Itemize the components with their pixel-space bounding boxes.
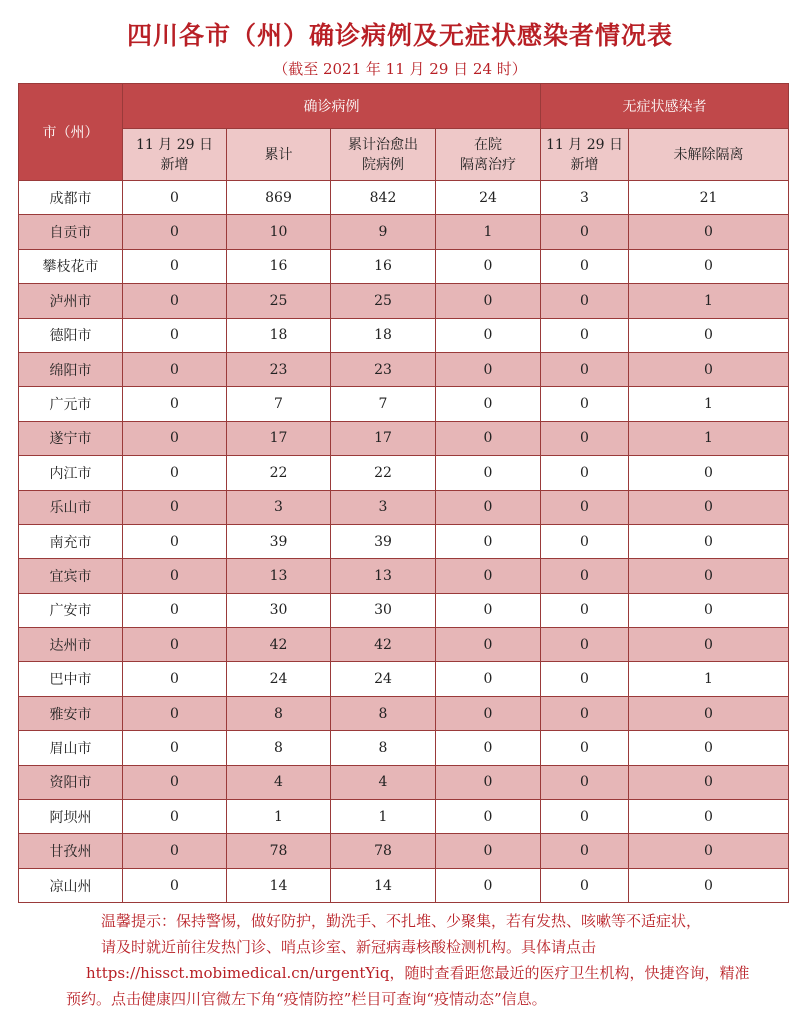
value-cell: 4: [227, 765, 331, 799]
sub-header-line: 累计: [264, 146, 293, 163]
value-cell: 0: [541, 352, 629, 386]
value-cell: 0: [123, 662, 227, 696]
value-cell: 0: [541, 593, 629, 627]
value-cell: 0: [541, 387, 629, 421]
sub-header-cell: [541, 129, 629, 181]
value-cell: 0: [436, 765, 541, 799]
value-cell: 1: [436, 215, 541, 249]
table-row: [19, 352, 789, 386]
value-cell: 1: [331, 800, 436, 834]
table-row: [19, 318, 789, 352]
value-cell: 1: [629, 284, 789, 318]
value-cell: 39: [227, 524, 331, 558]
value-cell: 0: [436, 387, 541, 421]
table-row: [19, 215, 789, 249]
value-cell: 16: [227, 249, 331, 283]
value-cell: 8: [331, 696, 436, 730]
value-cell: 0: [436, 421, 541, 455]
value-cell: 42: [227, 628, 331, 662]
sub-header-line: 未解除隔离: [673, 146, 744, 163]
value-cell: 0: [629, 352, 789, 386]
value-cell: 0: [541, 834, 629, 868]
value-cell: 0: [123, 181, 227, 215]
city-name-cell: 遂宁市: [19, 421, 123, 455]
value-cell: 17: [331, 421, 436, 455]
value-cell: 30: [331, 593, 436, 627]
sub-header-line: 隔离治疗: [460, 156, 516, 173]
value-cell: 24: [436, 181, 541, 215]
value-cell: 18: [331, 318, 436, 352]
city-name-cell: 德阳市: [19, 318, 123, 352]
city-name-cell: 阿坝州: [19, 800, 123, 834]
table-row: [19, 731, 789, 765]
value-cell: 0: [629, 868, 789, 902]
value-cell: 0: [123, 559, 227, 593]
value-cell: 0: [629, 696, 789, 730]
city-name-cell: 攀枝花市: [19, 249, 123, 283]
value-cell: 0: [629, 800, 789, 834]
cases-table: [18, 83, 789, 903]
value-cell: 0: [123, 456, 227, 490]
value-cell: 1: [227, 800, 331, 834]
value-cell: 78: [227, 834, 331, 868]
value-cell: 39: [331, 524, 436, 558]
value-cell: 0: [123, 490, 227, 524]
value-cell: 0: [541, 490, 629, 524]
value-cell: 0: [123, 696, 227, 730]
value-cell: 8: [331, 731, 436, 765]
sub-header-line: 11 月 29 日: [136, 136, 213, 153]
city-name-cell: 资阳市: [19, 765, 123, 799]
value-cell: 3: [331, 490, 436, 524]
value-cell: 0: [123, 800, 227, 834]
value-cell: 7: [331, 387, 436, 421]
sub-header-cell: [227, 129, 331, 181]
table-row: [19, 249, 789, 283]
value-cell: 0: [541, 215, 629, 249]
value-cell: 0: [436, 662, 541, 696]
value-cell: 4: [331, 765, 436, 799]
table-row: [19, 181, 789, 215]
sub-header-line: 新增: [570, 156, 599, 173]
city-name-cell: 内江市: [19, 456, 123, 490]
city-name-cell: 宜宾市: [19, 559, 123, 593]
value-cell: 22: [227, 456, 331, 490]
value-cell: 30: [227, 593, 331, 627]
city-name-cell: 甘孜州: [19, 834, 123, 868]
city-name-cell: 眉山市: [19, 731, 123, 765]
table-row: [19, 765, 789, 799]
sub-header-line: 院病例: [362, 156, 404, 173]
value-cell: 3: [227, 490, 331, 524]
value-cell: 9: [331, 215, 436, 249]
value-cell: 0: [436, 352, 541, 386]
value-cell: 7: [227, 387, 331, 421]
value-cell: 0: [436, 524, 541, 558]
value-cell: 21: [629, 181, 789, 215]
value-cell: 0: [629, 765, 789, 799]
value-cell: 0: [541, 662, 629, 696]
value-cell: 0: [436, 731, 541, 765]
value-cell: 8: [227, 731, 331, 765]
sub-header-cell: [629, 129, 789, 181]
table-row: [19, 524, 789, 558]
value-cell: 23: [227, 352, 331, 386]
value-cell: 24: [227, 662, 331, 696]
note-line: 温馨提示：保持警惕，做好防护，勤洗手、不扎堆、少聚集，若有发热、咳嗽等不适症状，: [101, 912, 702, 930]
value-cell: 0: [629, 318, 789, 352]
value-cell: 14: [331, 868, 436, 902]
table-row: [19, 559, 789, 593]
value-cell: 14: [227, 868, 331, 902]
value-cell: 0: [123, 834, 227, 868]
city-name-cell: 达州市: [19, 628, 123, 662]
sub-header-cell: [123, 129, 227, 181]
city-name-cell: 成都市: [19, 181, 123, 215]
value-cell: 24: [331, 662, 436, 696]
city-name-cell: 广安市: [19, 593, 123, 627]
value-cell: 42: [331, 628, 436, 662]
value-cell: 78: [331, 834, 436, 868]
value-cell: 0: [436, 696, 541, 730]
value-cell: 0: [541, 456, 629, 490]
value-cell: 0: [629, 731, 789, 765]
city-column-header: 市（州）: [19, 84, 123, 181]
value-cell: 0: [436, 456, 541, 490]
value-cell: 0: [123, 284, 227, 318]
value-cell: 8: [227, 696, 331, 730]
note-line-link[interactable]: https://hissct.mobimedical.cn/urgentYiq，随时查看距您最近的医疗卫生机构，快捷咨询，精准: [86, 964, 750, 982]
city-name-cell: 自贡市: [19, 215, 123, 249]
sub-header-line: 累计治愈出: [348, 136, 418, 153]
value-cell: 0: [541, 628, 629, 662]
city-name-cell: 泸州市: [19, 284, 123, 318]
value-cell: 18: [227, 318, 331, 352]
value-cell: 0: [541, 765, 629, 799]
value-cell: 0: [436, 628, 541, 662]
table-row: [19, 696, 789, 730]
table-row: [19, 868, 789, 902]
value-cell: 17: [227, 421, 331, 455]
sub-header-cell: [331, 129, 436, 181]
value-cell: 0: [436, 800, 541, 834]
sub-header-cell: [436, 129, 541, 181]
value-cell: 0: [123, 628, 227, 662]
value-cell: 0: [541, 524, 629, 558]
value-cell: 0: [541, 800, 629, 834]
value-cell: 13: [331, 559, 436, 593]
value-cell: 0: [541, 318, 629, 352]
city-name-cell: 乐山市: [19, 490, 123, 524]
value-cell: 0: [629, 834, 789, 868]
value-cell: 869: [227, 181, 331, 215]
value-cell: 842: [331, 181, 436, 215]
page-subtitle: （截至 2021 年 11 月 29 日 24 时）: [273, 60, 527, 78]
value-cell: 0: [123, 249, 227, 283]
value-cell: 0: [629, 215, 789, 249]
value-cell: 0: [123, 593, 227, 627]
confirmed-group-header: 确诊病例: [123, 84, 541, 129]
note-line: 预约。点击健康四川官微左下角“疫情防控”栏目可查询“疫情动态”信息。: [66, 990, 547, 1008]
value-cell: 23: [331, 352, 436, 386]
notes-block: [0, 908, 800, 1012]
value-cell: 0: [123, 387, 227, 421]
page-title: 四川各市（州）确诊病例及无症状感染者情况表: [126, 21, 673, 50]
city-name-cell: 广元市: [19, 387, 123, 421]
value-cell: 0: [436, 490, 541, 524]
value-cell: 0: [123, 215, 227, 249]
value-cell: 0: [123, 352, 227, 386]
value-cell: 0: [541, 284, 629, 318]
value-cell: 0: [436, 284, 541, 318]
value-cell: 0: [541, 696, 629, 730]
city-name-cell: 绵阳市: [19, 352, 123, 386]
value-cell: 0: [629, 628, 789, 662]
value-cell: 0: [629, 249, 789, 283]
value-cell: 0: [123, 524, 227, 558]
value-cell: 10: [227, 215, 331, 249]
value-cell: 0: [541, 249, 629, 283]
value-cell: 0: [629, 593, 789, 627]
sub-header-line: 11 月 29 日: [546, 136, 623, 153]
value-cell: 0: [436, 318, 541, 352]
sub-header-line: 新增: [160, 156, 189, 173]
value-cell: 1: [629, 387, 789, 421]
table-row: [19, 284, 789, 318]
table-row: [19, 421, 789, 455]
value-cell: 25: [227, 284, 331, 318]
value-cell: 25: [331, 284, 436, 318]
value-cell: 0: [436, 559, 541, 593]
value-cell: 0: [436, 868, 541, 902]
table-row: [19, 800, 789, 834]
sub-header-line: 在院: [474, 136, 502, 153]
note-line: 请及时就近前往发热门诊、哨点诊室、新冠病毒核酸检测机构。具体请点击: [101, 938, 597, 956]
value-cell: 1: [629, 662, 789, 696]
table-row: [19, 490, 789, 524]
value-cell: 0: [436, 593, 541, 627]
value-cell: 0: [436, 834, 541, 868]
asymptomatic-group-header: 无症状感染者: [541, 84, 789, 129]
city-name-cell: 南充市: [19, 524, 123, 558]
city-name-cell: 雅安市: [19, 696, 123, 730]
value-cell: 0: [123, 318, 227, 352]
value-cell: 3: [541, 181, 629, 215]
value-cell: 0: [541, 868, 629, 902]
city-name-cell: 凉山州: [19, 868, 123, 902]
table-row: [19, 593, 789, 627]
value-cell: 0: [629, 559, 789, 593]
value-cell: 0: [123, 868, 227, 902]
value-cell: 13: [227, 559, 331, 593]
value-cell: 16: [331, 249, 436, 283]
value-cell: 0: [541, 559, 629, 593]
table-row: [19, 662, 789, 696]
table-row: [19, 834, 789, 868]
value-cell: 0: [436, 249, 541, 283]
value-cell: 0: [541, 421, 629, 455]
table-row: [19, 628, 789, 662]
value-cell: 0: [541, 731, 629, 765]
value-cell: 0: [629, 524, 789, 558]
value-cell: 0: [629, 490, 789, 524]
value-cell: 1: [629, 421, 789, 455]
city-name-cell: 巴中市: [19, 662, 123, 696]
value-cell: 0: [123, 421, 227, 455]
value-cell: 0: [123, 731, 227, 765]
value-cell: 0: [629, 456, 789, 490]
value-cell: 22: [331, 456, 436, 490]
table-row: [19, 456, 789, 490]
table-row: [19, 387, 789, 421]
value-cell: 0: [123, 765, 227, 799]
